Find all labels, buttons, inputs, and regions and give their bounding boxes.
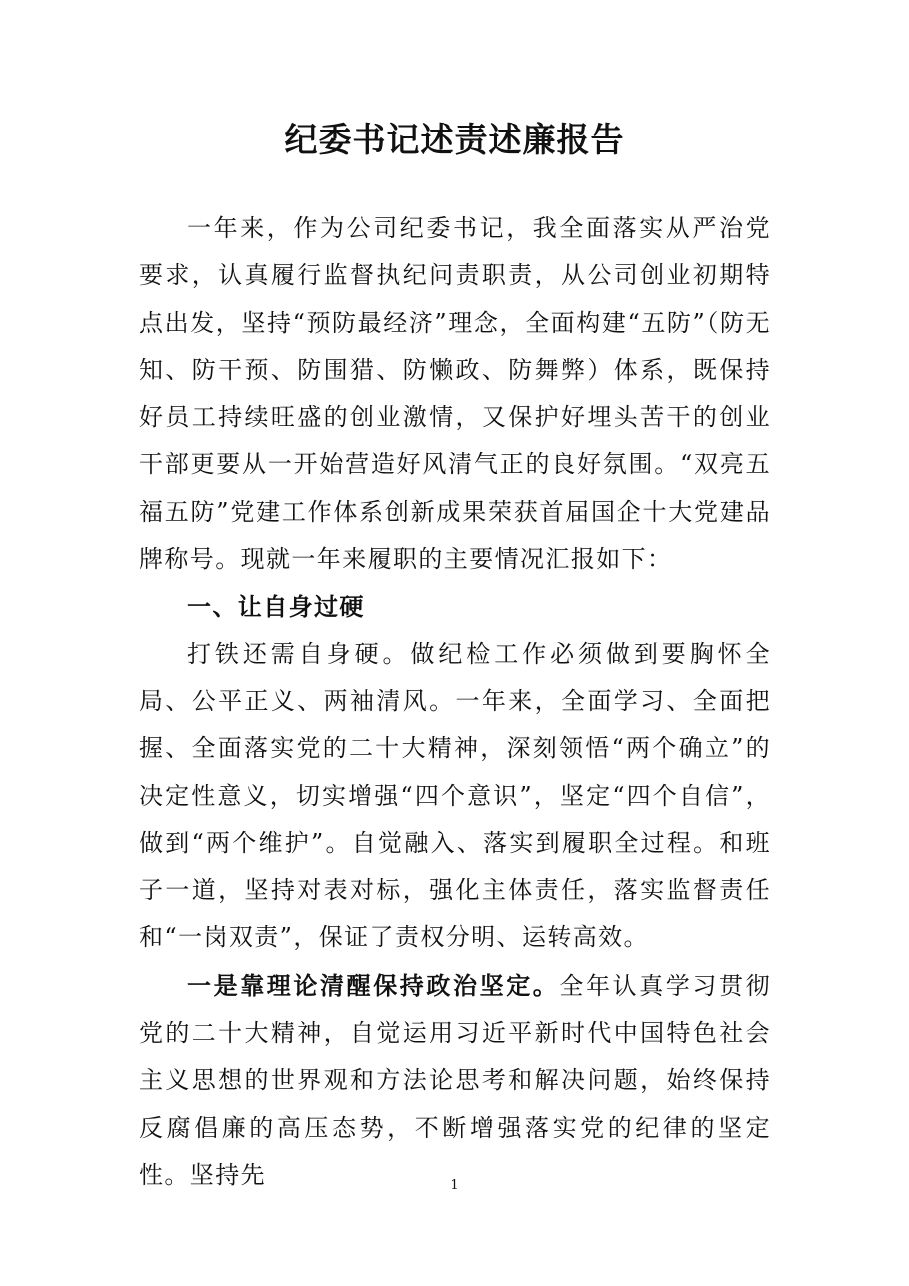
intro-paragraph: 一年来，作为公司纪委书记，我全面落实从严治党要求，认真履行监督执纪问责职责，从公司创业初期特点出发，坚持“预防最经济”理念，全面构建“五防”（防无知、防干预、防围猎、防懒政、防舞弊）体系，既保持好员工持续旺盛的创业激情，又保护好埋头苦干的创业干部更要从一开始营造好风清气正的良好氛围。“双亮五福五防”党建工作体系创新成果荣获首届国企十大党建品牌称号。现就一年来履职的主要情况汇报如下： xyxy=(139,214,771,574)
point-lead: 一是靠理论清醒保持政治坚定。 xyxy=(187,970,560,1000)
point-paragraph xyxy=(139,962,771,1199)
point-text: 全年认真学习贯彻党的二十大精神，自觉运用习近平新时代中国特色社会主义思想的世界观和方法论思考和解决问题，始终保持反腐倡廉的高压态势，不断增强落实党的纪律的坚定性。坚持先 xyxy=(139,971,771,1189)
section-heading: 一、让自身过硬 xyxy=(187,592,365,622)
document-body xyxy=(139,205,771,1199)
document-title: 纪委书记述责述廉报告 xyxy=(284,120,625,159)
page-number: 1 xyxy=(450,1178,459,1193)
section-paragraph: 打铁还需自身硬。做纪检工作必须做到要胸怀全局、公平正义、两袖清风。一年来，全面学习、全面把握、全面落实党的二十大精神，深刻领悟“两个确立”的决定性意义，切实增强“四个意识”，坚定“四个自信”，做到“两个维护”。自觉融入、落实到履职全过程。和班子一道，坚持对表对标，强化主体责任，落实监督责任和“一岗双责”，保证了责权分明、运转高效。 xyxy=(139,639,771,952)
